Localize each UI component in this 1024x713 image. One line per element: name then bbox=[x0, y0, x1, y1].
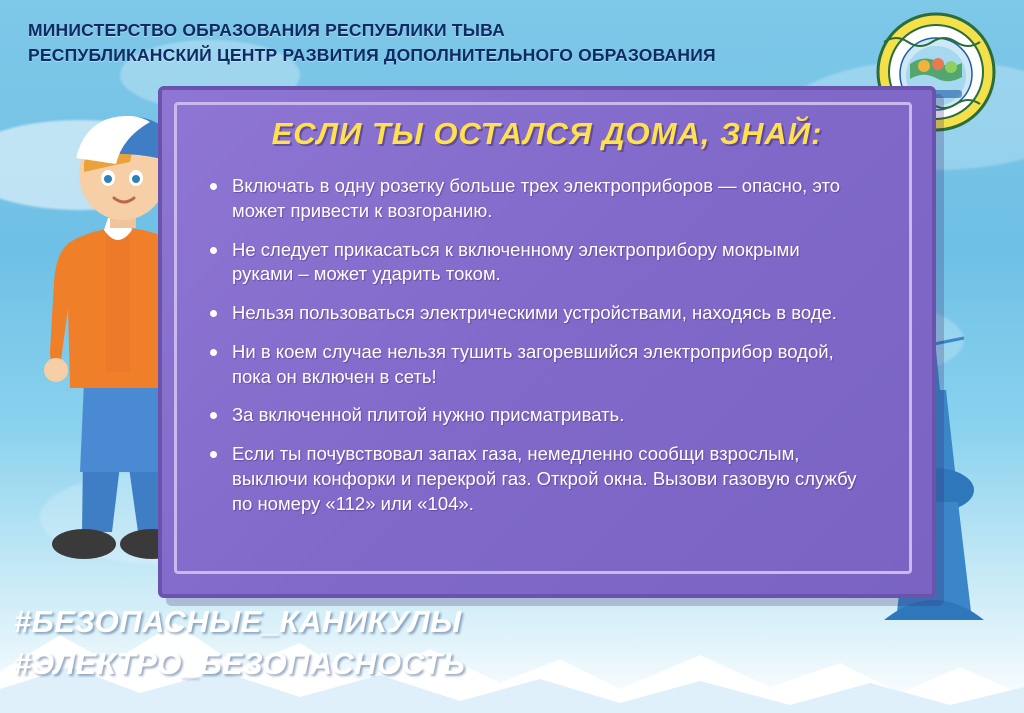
card-title: ЕСЛИ ТЫ ОСТАЛСЯ ДОМА, ЗНАЙ: bbox=[271, 116, 823, 151]
organization-header bbox=[28, 18, 828, 69]
list-item: Не следует прикасаться к включенному электроприбору мокрыми руками – может ударить током. bbox=[206, 238, 866, 288]
hashtag-safe-holidays: #БЕЗОПАСНЫЕ_КАНИКУЛЫ bbox=[14, 604, 462, 640]
list-item: Включать в одну розетку больше трех электроприборов — опасно, это может привести к возгоранию. bbox=[206, 174, 866, 224]
hashtags-block bbox=[14, 601, 465, 685]
safety-rules-list bbox=[206, 174, 866, 531]
list-item: Ни в коем случае нельзя тушить загоревшийся электроприбор водой, пока он включен в сеть! bbox=[206, 340, 866, 390]
header-line-ministry: МИНИСТЕРСТВО ОБРАЗОВАНИЯ РЕСПУБЛИКИ ТЫВА bbox=[28, 20, 505, 40]
list-item: Если ты почувствовал запах газа, немедленно сообщи взрослым, выключи конфорки и перекрой газ. Открой окна. Вызови газовую службу по номеру «112» или «104». bbox=[206, 442, 866, 516]
header-line-center: РЕСПУБЛИКАНСКИЙ ЦЕНТР РАЗВИТИЯ ДОПОЛНИТЕЛЬНОГО ОБРАЗОВАНИЯ bbox=[28, 45, 716, 66]
list-item: Нельзя пользоваться электрическими устройствами, находясь в воде. bbox=[206, 301, 866, 326]
hashtag-electrical-safety: #ЭЛЕКТРО_БЕЗОПАСНОСТЬ bbox=[14, 646, 466, 682]
list-item: За включенной плитой нужно присматривать. bbox=[206, 403, 866, 428]
content-card bbox=[158, 86, 936, 598]
